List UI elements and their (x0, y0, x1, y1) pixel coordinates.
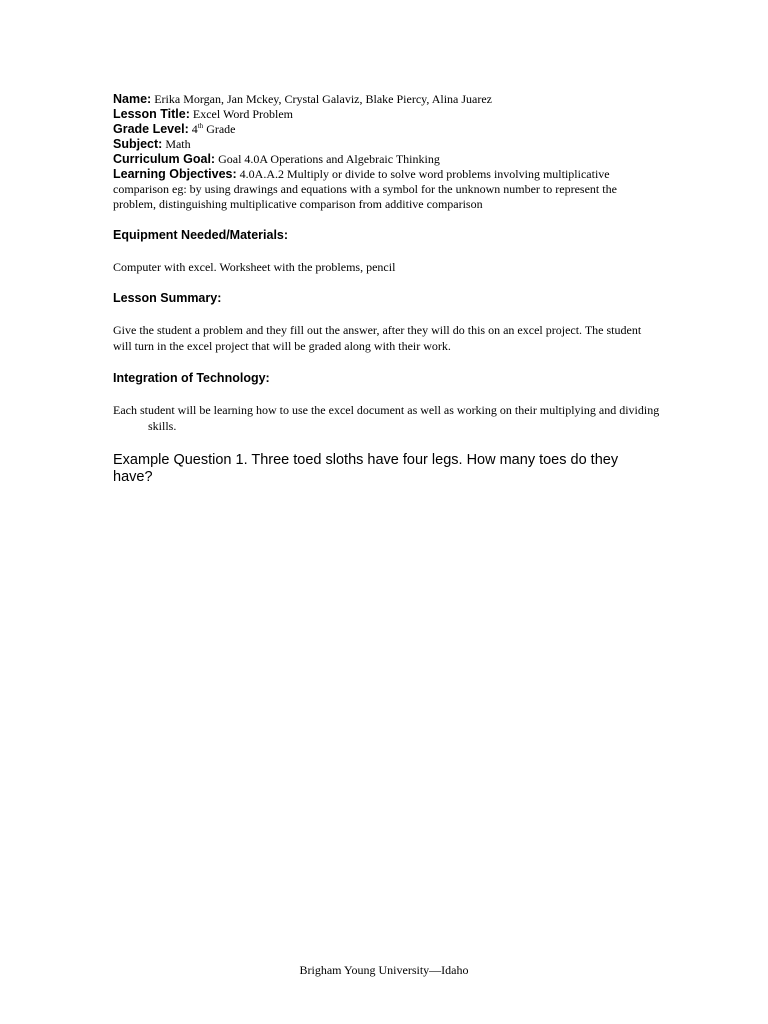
lesson-title-field (113, 107, 643, 122)
technology-heading: Integration of Technology: (113, 371, 270, 385)
subject-value: Math (165, 137, 191, 151)
learning-objectives-value: 4.0A.A.2 Multiply or divide to solve word problems involving multiplicative comparison eg: by using drawings and equations with a symbol for the unknown number to represent the problem, distinguishing multiplicative comparison from additive comparison (113, 167, 617, 211)
grade-level-field (113, 122, 643, 137)
grade-level-value (192, 122, 236, 136)
grade-level-label: Grade Level: (113, 122, 189, 136)
lesson-plan-page (113, 92, 660, 485)
subject-field (113, 137, 643, 152)
curriculum-goal-label: Curriculum Goal: (113, 152, 216, 166)
example-question: Example Question 1. Three toed sloths have four legs. How many toes do they have? (113, 452, 619, 485)
learning-objectives-field (113, 167, 643, 212)
lesson-summary-text: Give the student a problem and they fill out the answer, after they will do this on an excel project. The student will turn in the excel project that will be graded along with their work. (113, 323, 642, 353)
equipment-text: Computer with excel. Worksheet with the problems, pencil (113, 260, 396, 274)
name-value: Erika Morgan, Jan Mckey, Crystal Galaviz, Blake Piercy, Alina Juarez (154, 92, 493, 106)
learning-objectives-label: Learning Objectives: (113, 167, 237, 181)
lesson-title-label: Lesson Title: (113, 107, 190, 121)
curriculum-goal-value: Goal 4.0A Operations and Algebraic Thinking (218, 152, 440, 166)
name-label: Name: (113, 92, 152, 106)
lesson-title-value: Excel Word Problem (192, 107, 293, 121)
equipment-heading: Equipment Needed/Materials: (113, 228, 289, 242)
curriculum-goal-field (113, 152, 643, 167)
lesson-summary-heading: Lesson Summary: (113, 291, 222, 305)
grade-number: 4 (191, 122, 198, 136)
grade-word: Grade (203, 122, 236, 136)
name-field (113, 92, 643, 107)
page-footer: Brigham Young University—Idaho (299, 963, 469, 977)
subject-label: Subject: (113, 137, 163, 151)
grade-suffix: th (197, 122, 204, 130)
technology-text: Each student will be learning how to use the excel document as well as working on their multiplying and dividing skills. (113, 403, 660, 433)
